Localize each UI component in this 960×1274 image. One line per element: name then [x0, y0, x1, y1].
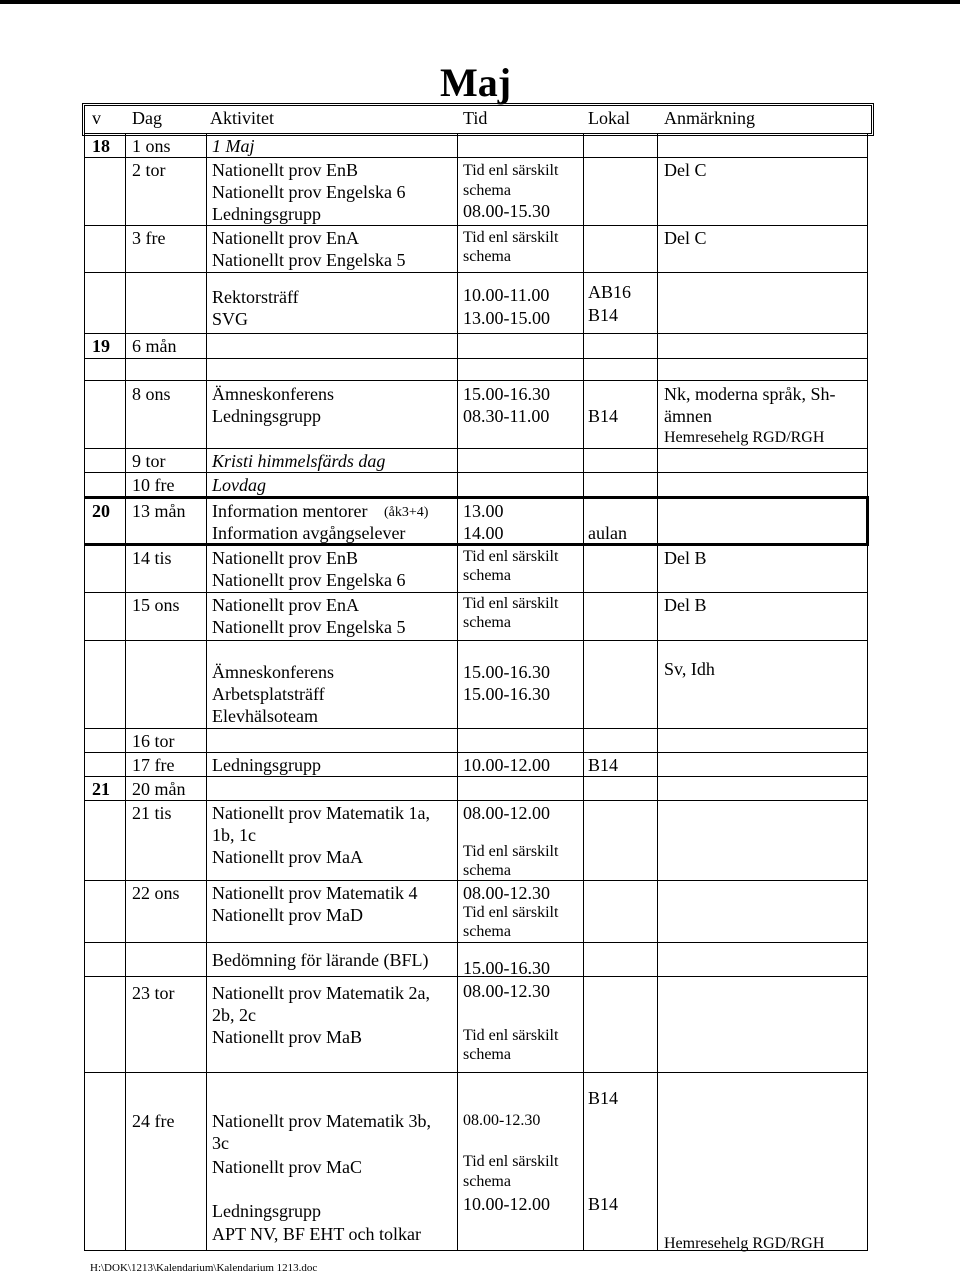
activity-text: 1b, 1c	[212, 825, 256, 845]
header-v: v	[92, 108, 101, 128]
row-divider	[84, 448, 868, 449]
day-label: 15 ons	[132, 595, 180, 615]
week-number: 20	[92, 501, 110, 521]
grid-line	[84, 133, 85, 1250]
activity-text: Ämneskonferens	[212, 662, 334, 682]
room-text: B14	[588, 305, 619, 325]
row-divider	[84, 272, 868, 273]
grid-line	[125, 133, 126, 1250]
row-divider	[84, 752, 868, 753]
time-text: 10.00-11.00	[463, 285, 550, 305]
time-text: 08.00-15.30	[463, 201, 550, 221]
note-text: Nk, moderna språk, Sh-	[664, 384, 836, 404]
time-text: schema	[463, 862, 511, 879]
activity-text: Ledningsgrupp	[212, 755, 321, 775]
activity-text: Ledningsgrupp	[212, 1201, 321, 1221]
footer-path: H:\DOK\1213\Kalendarium\Kalendarium 1213.doc	[90, 1262, 318, 1274]
time-text: Tid enl särskilt	[463, 1027, 559, 1044]
time-text: 08.00-12.30	[463, 883, 550, 903]
activity-text: Nationellt prov EnB	[212, 548, 358, 568]
day-label: 23 tor	[132, 983, 175, 1003]
page-title: Maj	[440, 60, 512, 105]
activity-text: Ledningsgrupp	[212, 204, 321, 224]
activity-text: Nationellt prov Engelska 6	[212, 182, 406, 202]
activity-text: 2b, 2c	[212, 1005, 256, 1025]
activity-text: SVG	[212, 309, 249, 329]
activity-text: Kristi himmelsfärds dag	[212, 451, 386, 471]
time-text: 15.00-16.30	[463, 684, 550, 704]
time-text: Tid enl särskilt	[463, 843, 559, 860]
activity-text: Nationellt prov EnA	[212, 595, 359, 615]
activity-text: Nationellt prov MaA	[212, 847, 363, 867]
activity-text: Ledningsgrupp	[212, 406, 321, 426]
day-label: 10 fre	[132, 475, 175, 495]
time-text: 15.00-16.30	[463, 958, 550, 978]
activity-text: Nationellt prov EnB	[212, 160, 358, 180]
week-divider	[84, 496, 868, 499]
day-label: 22 ons	[132, 883, 180, 903]
note-text: ämnen	[664, 406, 712, 426]
activity-text: Bedömning för lärande (BFL)	[212, 950, 429, 970]
time-text: schema	[463, 248, 511, 265]
time-text: schema	[463, 1046, 511, 1063]
time-text: Tid enl särskilt	[463, 595, 559, 612]
row-divider	[84, 776, 868, 777]
day-label: 8 ons	[132, 384, 171, 404]
time-text: 14.00	[463, 523, 504, 543]
day-label: 20 mån	[132, 779, 186, 799]
note-text: Del B	[664, 595, 707, 615]
time-text: 13.00-15.00	[463, 308, 550, 328]
time-text: schema	[463, 923, 511, 940]
time-text: 08.00-12.00	[463, 803, 550, 823]
note-text: Hemresehelg RGD/RGH	[664, 429, 825, 446]
activity-text: Rektorsträff	[212, 287, 299, 307]
room-text: AB16	[588, 282, 632, 302]
room-text: B14	[588, 1194, 619, 1214]
activity-text: Nationellt prov MaD	[212, 905, 363, 925]
activity-text: Nationellt prov Engelska 5	[212, 617, 406, 637]
grid-line	[657, 133, 658, 1250]
row-divider	[84, 358, 868, 359]
row-divider	[84, 592, 868, 593]
grid-line	[206, 133, 207, 1250]
top-border	[0, 0, 960, 4]
note-text: Del B	[664, 548, 707, 568]
header-dag: Dag	[132, 108, 162, 128]
time-text: Tid enl särskilt	[463, 904, 559, 921]
day-label: 2 tor	[132, 160, 166, 180]
activity-text: 1 Maj	[212, 136, 255, 156]
day-label: 14 tis	[132, 548, 172, 568]
day-label: 17 fre	[132, 755, 175, 775]
week-divider	[84, 543, 868, 546]
header-anmarkning: Anmärkning	[664, 108, 755, 128]
activity-text: 3c	[212, 1133, 229, 1153]
grid-line	[866, 496, 869, 546]
row-divider	[84, 472, 868, 473]
day-label: 9 tor	[132, 451, 166, 471]
note-text: Sv, Idh	[664, 659, 715, 679]
row-divider	[84, 942, 868, 943]
row-divider	[84, 225, 868, 226]
week-number: 21	[92, 779, 110, 799]
note-text: Del C	[664, 228, 707, 248]
note-text: Del C	[664, 160, 707, 180]
row-divider	[84, 640, 868, 641]
day-label: 16 tor	[132, 731, 175, 751]
activity-note: (åk3+4)	[384, 505, 429, 520]
day-label: 1 ons	[132, 136, 171, 156]
activity-text: Arbetsplatsträff	[212, 684, 325, 704]
day-label: 13 mån	[132, 501, 186, 521]
day-label: 24 fre	[132, 1111, 175, 1131]
activity-text: Nationellt prov MaC	[212, 1157, 362, 1177]
time-text: schema	[463, 1173, 511, 1190]
activity-text: Nationellt prov Matematik 4	[212, 883, 418, 903]
grid-line	[457, 133, 458, 1250]
time-text: 08.00-12.30	[463, 981, 550, 1001]
grid-line	[867, 133, 868, 1250]
activity-text: Nationellt prov Matematik 1a,	[212, 803, 430, 823]
row-divider	[84, 800, 868, 801]
day-label: 21 tis	[132, 803, 172, 823]
day-label: 3 fre	[132, 228, 166, 248]
header-tid: Tid	[463, 108, 488, 128]
time-text: 13.00	[463, 501, 504, 521]
grid-line	[583, 133, 584, 1250]
activity-text: Information mentorer	[212, 501, 368, 521]
activity-text: Information avgångselever	[212, 523, 406, 543]
activity-text: Nationellt prov MaB	[212, 1027, 362, 1047]
activity-text: Nationellt prov Matematik 2a,	[212, 983, 430, 1003]
row-divider	[84, 380, 868, 381]
time-text: 10.00-12.00	[463, 755, 550, 775]
time-text: schema	[463, 567, 511, 584]
activity-text: Ämneskonferens	[212, 384, 334, 404]
activity-text: Nationellt prov Matematik 3b,	[212, 1111, 431, 1131]
time-text: Tid enl särskilt	[463, 1153, 559, 1170]
row-divider	[84, 1072, 868, 1073]
week-number: 18	[92, 136, 110, 156]
note-text: Hemresehelg RGD/RGH	[664, 1235, 825, 1252]
time-text: 10.00-12.00	[463, 1194, 550, 1214]
room-text: aulan	[588, 523, 627, 543]
activity-text: Elevhälsoteam	[212, 706, 318, 726]
room-text: B14	[588, 755, 619, 775]
activity-text: APT NV, BF EHT och tolkar	[212, 1224, 422, 1244]
time-text: schema	[463, 614, 511, 631]
activity-text: Lovdag	[212, 475, 266, 495]
header-aktivitet: Aktivitet	[210, 108, 274, 128]
time-text: 08.30-11.00	[463, 406, 550, 426]
week-number: 19	[92, 336, 110, 356]
time-text: 08.00-12.30	[463, 1112, 541, 1129]
day-label: 6 mån	[132, 336, 177, 356]
time-text: Tid enl särskilt	[463, 548, 559, 565]
time-text: Tid enl särskilt	[463, 229, 559, 246]
time-text: 15.00-16.30	[463, 384, 550, 404]
header-lokal: Lokal	[588, 108, 630, 128]
row-divider	[84, 157, 868, 158]
time-text: schema	[463, 182, 511, 199]
activity-text: Nationellt prov Engelska 5	[212, 250, 406, 270]
row-divider	[84, 728, 868, 729]
row-divider	[84, 333, 868, 334]
activity-text: Nationellt prov Engelska 6	[212, 570, 406, 590]
room-text: B14	[588, 1088, 619, 1108]
time-text: Tid enl särskilt	[463, 162, 559, 179]
time-text: 15.00-16.30	[463, 662, 550, 682]
room-text: B14	[588, 406, 619, 426]
activity-text: Nationellt prov EnA	[212, 228, 359, 248]
